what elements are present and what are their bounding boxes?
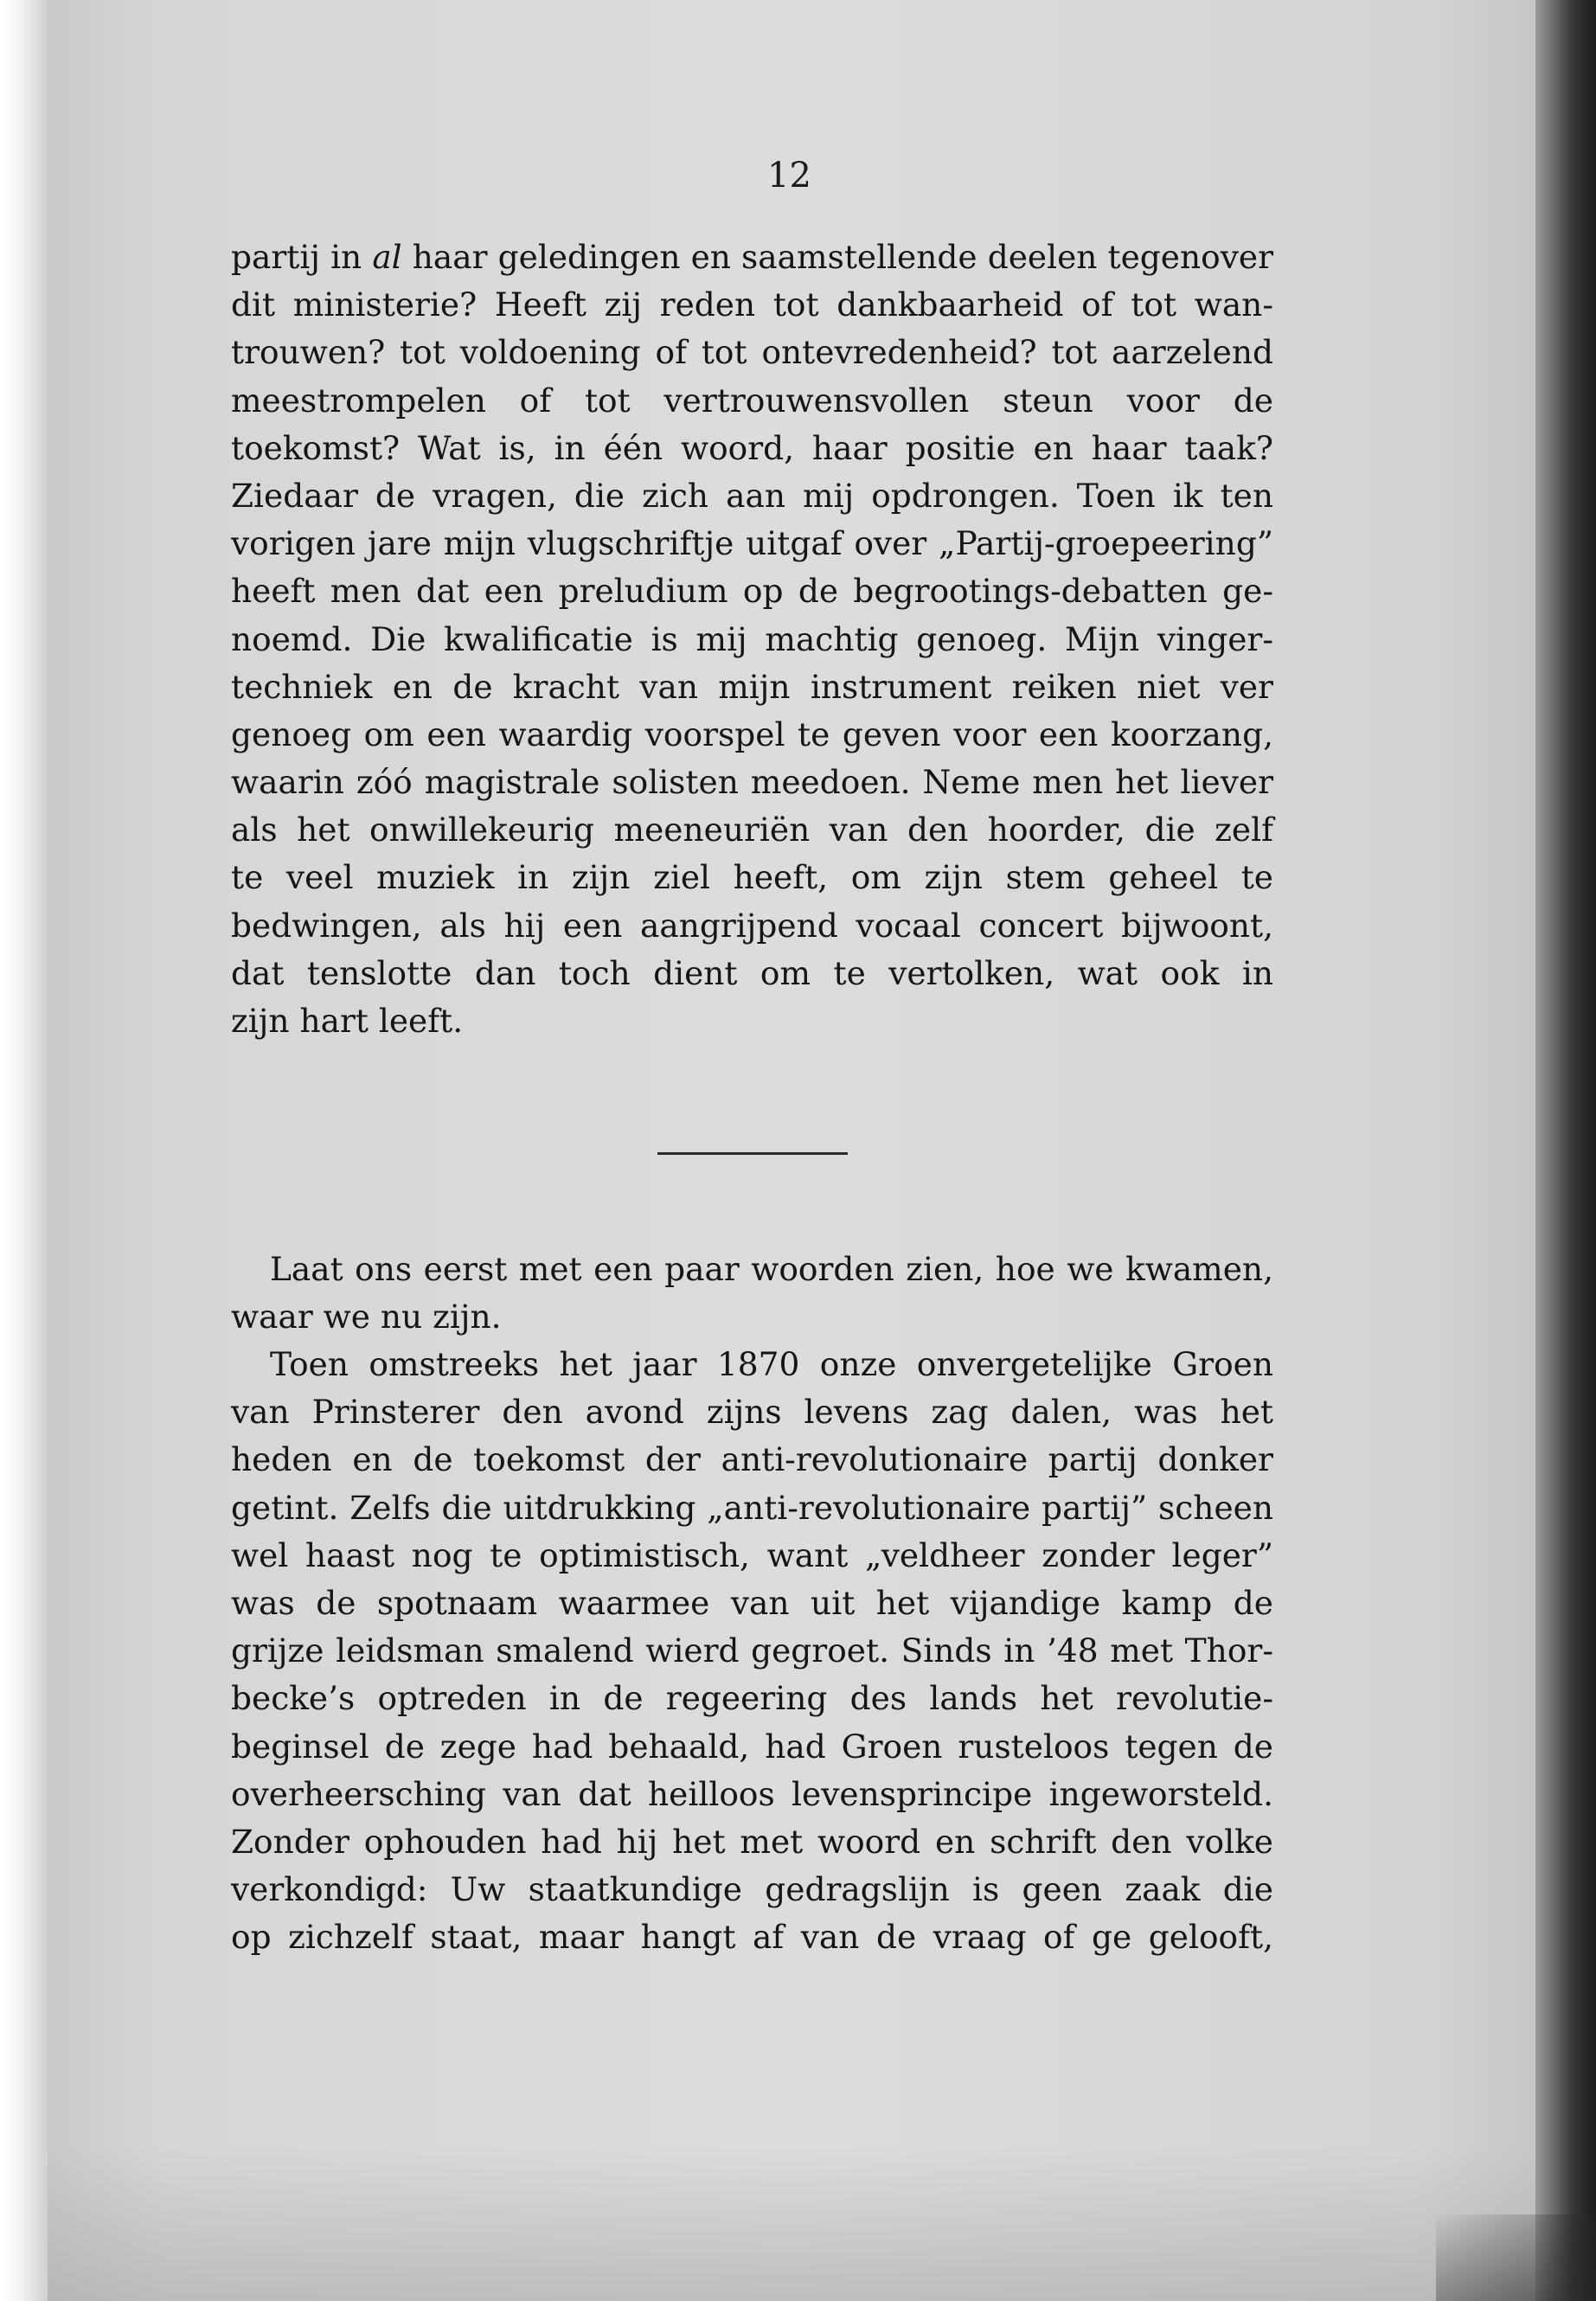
text-line: overheersching van dat heilloos levensprincipe ingeworsteld. <box>231 1774 1273 1813</box>
scan-margin-left <box>0 0 48 2301</box>
text-line: Laat ons eerst met een paar woorden zien, hoe we kwamen, <box>270 1250 1273 1288</box>
text-line: was de spotnaam waarmee van uit het vijandige kamp de <box>231 1583 1273 1622</box>
text-line: genoeg om een waardig voorspel te geven voor een koorzang, <box>231 715 1273 753</box>
text-line: heeft men dat een preludium op de begrootings-debatten ge- <box>231 572 1273 611</box>
text-line: waarin zóó magistrale solisten meedoen. Neme men het liever <box>231 763 1273 802</box>
text-line: partij in al haar geledingen en saamstellende deelen tegenover <box>231 238 1274 276</box>
text-line: trouwen? tot voldoening of tot ontevredenheid? tot aarzelend <box>231 333 1273 372</box>
text-line: bedwingen, als hij een aangrijpend vocaal concert bijwoont, <box>231 906 1273 945</box>
text-line: verkondigd: Uw staatkundige gedragslijn is geen zaak die <box>231 1870 1273 1909</box>
text-line: meestrompelen of tot vertrouwensvollen steun voor de <box>231 381 1273 420</box>
text-line: van Prinsterer den avond zijns levens zag dalen, was het <box>231 1393 1273 1432</box>
text-line: Toen omstreeks het jaar 1870 onze onvergetelijke Groen <box>270 1345 1273 1383</box>
paragraph-1 <box>231 234 1273 1045</box>
text-line: techniek en de kracht van mijn instrument reiken niet ver <box>231 667 1273 706</box>
text-line: Zonder ophouden had hij het met woord en schrift den volke <box>231 1822 1273 1861</box>
text-line: zijn hart leeft. <box>231 1002 464 1040</box>
text-line: te veel muziek in zijn ziel heeft, om zijn stem geheel te <box>231 858 1273 897</box>
text-line: op zichzelf staat, maar hangt af van de vraag of ge gelooft, <box>231 1918 1273 1957</box>
text-line: waar we nu zijn. <box>231 1298 502 1336</box>
section-divider <box>657 1152 848 1155</box>
text-line: heden en de toekomst der anti-revolutionaire partij donker <box>231 1440 1273 1479</box>
text-line: Ziedaar de vragen, die zich aan mij opdrongen. Toen ik ten <box>231 476 1273 515</box>
paragraph-3 <box>231 1341 1273 1961</box>
text-line: toekomst? Wat is, in één woord, haar positie en haar taak? <box>231 428 1273 467</box>
paragraph-2 <box>231 1246 1273 1341</box>
text-line: wel haast nog te optimistisch, want „veldheer zonder leger” <box>231 1535 1273 1574</box>
text-line: als het onwillekeurig meeneuriën van den hoorder, die zelf <box>231 811 1273 849</box>
text-line: dat tenslotte dan toch dient om te vertolken, wat ook in <box>231 953 1273 992</box>
page-number: 12 <box>767 156 811 195</box>
text-line: grijze leidsman smalend wierd gegroet. Sinds in ’48 met Thor- <box>231 1631 1273 1670</box>
binding-shadow <box>1436 2214 1596 2301</box>
text-line: becke’s optreden in de regeering des lands het revolutie- <box>231 1679 1273 1718</box>
text-line: dit ministerie? Heeft zij reden tot dankbaarheid of tot wan- <box>231 285 1273 324</box>
text-line: beginsel de zege had behaald, had Groen rusteloos tegen de <box>231 1727 1273 1766</box>
text-line: getint. Zelfs die uitdrukking „anti-revolutionaire partij” scheen <box>231 1488 1273 1527</box>
book-binding-edge <box>1535 0 1596 2301</box>
text-line: noemd. Die kwalificatie is mij machtig genoeg. Mijn vinger- <box>231 619 1273 658</box>
text-line: vorigen jare mijn vlugschriftje uitgaf over „Partij-groepeering” <box>231 524 1273 563</box>
